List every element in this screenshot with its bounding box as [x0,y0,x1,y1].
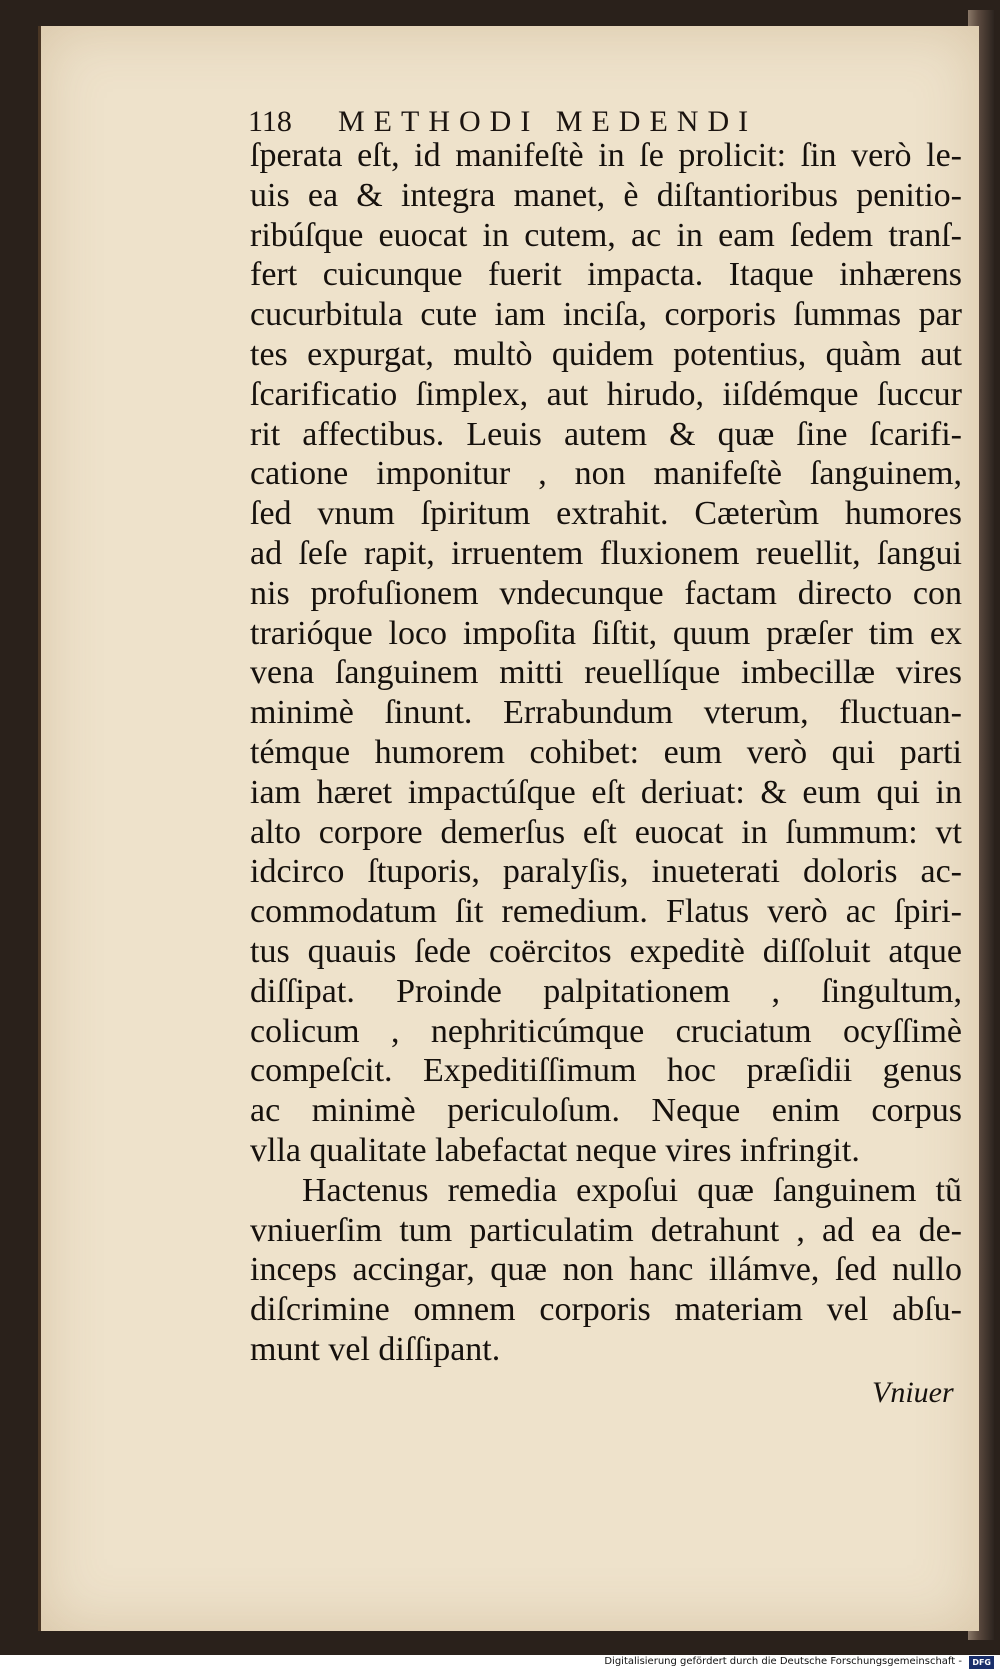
text-line: ſperata eſt, id manifeſtè in ſe prolicit: ſin verò le- [250,137,962,174]
text-line: colicum , nephriticúmque cruciatum ocyſſimè [250,1012,962,1050]
text-line: compeſcit. Expeditiſſimum hoc præſidii genus [250,1052,962,1090]
text-line: uis ea & integra manet, è diſtantioribus penitio- [250,176,962,214]
text-line: catione imponitur , non manifeſtè ſanguinem, [250,455,962,493]
footer [0,1655,1000,1670]
text-line: vniuerſim tum particulatim detrahunt , ad ea de- [250,1211,962,1249]
text-line: vlla qualitate labefactat neque vires infringit. [250,1131,860,1169]
text-line: idcirco ſtuporis, paralyſis, inueterati doloris ac- [250,853,962,891]
text-line: ad ſeſe rapit, irruentem fluxionem reuellit, ſangui [250,534,962,572]
text-line: nis profuſionem vndecunque factam directo con [250,574,962,612]
catchword: Vniuer [872,1376,954,1409]
text-line: trarióque loco impoſita ſiſtit, quum præſer tim ex [250,614,962,652]
body-text [250,136,962,1370]
text-line: rit affectibus. Leuis autem & quæ ſine ſcarifi- [250,415,962,453]
dfg-logo: DFG [969,1656,994,1669]
footer-credit: Digitalisierung gefördert durch die Deutsche Forschungsgemeinschaft - [604,1656,962,1667]
text-line: fert cuicunque fuerit impacta. Itaque inhærens [250,256,962,294]
text-line: inceps accingar, quæ non hanc illámve, ſed nullo [250,1251,962,1289]
text-line: commodatum ſit remedium. Flatus verò ac ſpiri- [250,893,962,931]
text-line: cucurbitula cute iam inciſa, corporis ſummas par [250,296,962,334]
text-line: tus quauis ſede coërcitos expeditè diſſoluit atque [250,932,962,970]
text-line: diſcrimine omnem corporis materiam vel abſu- [250,1291,962,1329]
text-line: témque humorem cohibet: eum verò qui parti [250,733,962,771]
text-line: Hactenus remedia expoſui quæ ſanguinem tũ [302,1171,962,1209]
running-title: METHODI MEDENDI [338,105,758,138]
text-line: iam hæret impactúſque eſt deriuat: & eum qui in [250,773,962,811]
text-line: diſſipat. Proinde palpitationem , ſingultum, [250,972,962,1010]
text-line: alto corpore demerſus eſt euocat in ſummum: vt [250,813,962,851]
text-line: minimè ſinunt. Errabundum vterum, fluctuan- [250,694,962,732]
text-line: ſcarificatio ſimplex, aut hirudo, iiſdémque ſuccur [250,375,962,413]
text-line: ribúſque euocat in cutem, ac in eam ſedem tranſ- [250,216,962,254]
text-line: tes expurgat, multò quidem potentius, quàm aut [250,335,962,373]
text-line: munt vel diſſipant. [250,1330,501,1368]
text-line: ac minimè periculoſum. Neque enim corpus [250,1092,962,1130]
page-number: 118 [248,105,292,138]
text-line: ſed vnum ſpiritum extrahit. Cæterùm humores [250,495,962,533]
text-line: vena ſanguinem mitti reuellíque imbecillæ vires [250,654,962,692]
